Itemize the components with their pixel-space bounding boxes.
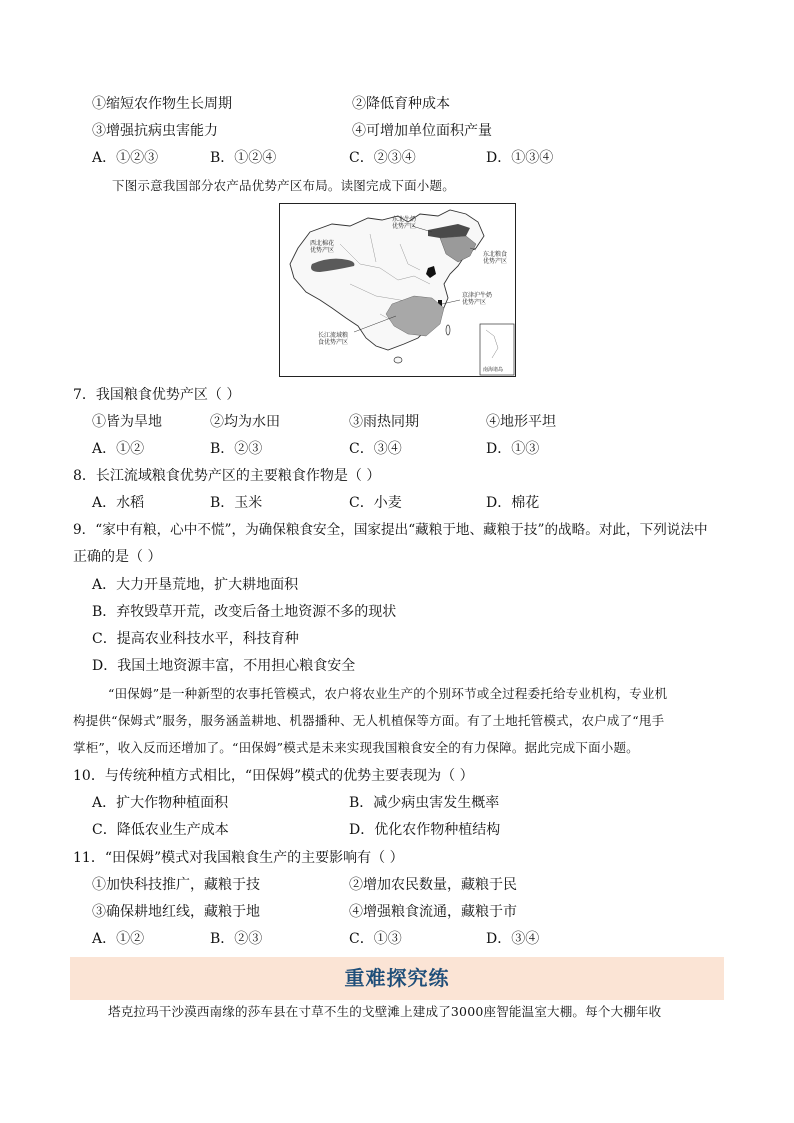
tbm-intro-line-1: “田保姆”是一种新型的农事托管模式，农户将农业生产的个别环节或全过程委托给专业机构，专业机: [108, 686, 668, 701]
q8-option-a: A．水稻: [92, 495, 145, 511]
q11-statement-4: ④增强粮食流通，藏粮于市: [349, 904, 517, 920]
map-label-yangtze-1: 长江流域粮: [318, 332, 349, 339]
q11-statement-1: ①加快科技推广，藏粮于技: [92, 877, 260, 893]
q6-option-d: D．①③④: [486, 150, 554, 166]
q9-option-b: B．弃牧毁草开荒，改变后备土地资源不多的现状: [92, 604, 397, 620]
q6-statement-3: ③增强抗病虫害能力: [92, 123, 218, 139]
q8-option-b: B．玉米: [210, 495, 263, 511]
q6-statement-1: ①缩短农作物生长周期: [92, 96, 232, 112]
q9-option-d: D．我国土地资源丰富，不用担心粮食安全: [92, 658, 356, 674]
q7-statement-1: ①皆为旱地: [92, 414, 162, 430]
q7-option-b: B．②③: [210, 441, 263, 457]
q11-option-d: D．③④: [486, 931, 540, 947]
q8-stem: 8．长江流域粮食优势产区的主要粮食作物是（ ）: [73, 468, 381, 484]
map-label-ne-milk-1: 东北牛奶: [392, 216, 417, 223]
q9-option-c: C．提高农业科技水平，科技育种: [92, 631, 299, 647]
q7-statement-2: ②均为水田: [210, 414, 280, 430]
q6-statement-4: ④可增加单位面积产量: [352, 123, 492, 139]
tbm-intro-line-2: 构提供“保姆式”服务，服务涵盖耕地、机器播种、无人机植保等方面。有了土地托管模式，农户成了“甩手: [73, 713, 665, 728]
q10-stem: 10．与传统种植方式相比，“田保姆”模式的优势主要表现为（ ）: [73, 768, 474, 784]
q11-option-c: C．①③: [349, 931, 402, 947]
q7-option-d: D．①③: [486, 441, 540, 457]
q11-statement-2: ②增加农民数量，藏粮于民: [349, 877, 517, 893]
map-label-nw-cotton-2: 优势产区: [310, 247, 335, 254]
tbm-intro-line-3: 掌柜”，收入反而还增加了。“田保姆”模式是未来实现我国粮食安全的有力保障。据此完成下面小题。: [73, 740, 639, 755]
q10-option-b: B．减少病虫害发生概率: [349, 795, 500, 811]
q9-stem-line-1: 9．“家中有粮，心中不慌”，为确保粮食安全，国家提出“藏粮于地、藏粮于技”的战略。对此，下列说法中: [73, 522, 708, 538]
next-intro-line: 塔克拉玛干沙漠西南缘的莎车县在寸草不生的戈壁滩上建成了3000座智能温室大棚。每个大棚年收: [108, 1004, 662, 1019]
q9-stem-line-2: 正确的是（ ）: [73, 549, 162, 565]
map-label-jjh-milk-2: 优势产区: [462, 299, 487, 306]
q7-option-c: C．③④: [349, 441, 402, 457]
q11-option-b: B．②③: [210, 931, 263, 947]
q7-statement-4: ④地形平坦: [486, 414, 556, 430]
q7-stem: 7．我国粮食优势产区（ ）: [73, 387, 241, 403]
q6-option-b: B．①②④: [210, 150, 277, 166]
map-label-ne-grain-2: 优势产区: [483, 258, 508, 265]
q7-option-a: A．①②: [92, 441, 145, 457]
q9-option-a: A．大力开垦荒地，扩大耕地面积: [92, 577, 299, 593]
q8-option-c: C．小麦: [349, 495, 402, 511]
q11-option-a: A．①②: [92, 931, 145, 947]
map-intro-text: 下图示意我国部分农产品优势产区布局。读图完成下面小题。: [112, 178, 455, 193]
map-label-ne-milk-2: 优势产区: [392, 223, 417, 230]
section-title: 重难探究练: [344, 966, 450, 990]
q6-option-a: A．①②③: [92, 150, 159, 166]
q10-option-a: A．扩大作物种植面积: [92, 795, 229, 811]
q11-statement-3: ③确保耕地红线，藏粮于地: [92, 904, 260, 920]
q8-option-d: D．棉花: [486, 495, 540, 511]
map-label-jjh-milk-1: 京津沪牛奶: [462, 292, 493, 299]
map-label-ne-grain-1: 东北粮食: [483, 251, 508, 258]
q6-option-c: C．②③④: [349, 150, 416, 166]
q6-statement-2: ②降低育种成本: [352, 96, 450, 112]
map-label-nw-cotton-1: 西北棉花: [310, 240, 335, 247]
q7-statement-3: ③雨热同期: [349, 414, 419, 430]
q11-stem: 11．“田保姆”模式对我国粮食生产的主要影响有（ ）: [73, 850, 404, 866]
map-label-inset: 南海诸岛: [483, 367, 504, 373]
q10-option-d: D．优化农作物种植结构: [349, 822, 501, 838]
q10-option-c: C．降低农业生产成本: [92, 822, 229, 838]
map-label-yangtze-2: 食优势产区: [318, 339, 349, 346]
china-agriculture-map: [279, 203, 516, 377]
section-banner: [70, 957, 724, 1000]
